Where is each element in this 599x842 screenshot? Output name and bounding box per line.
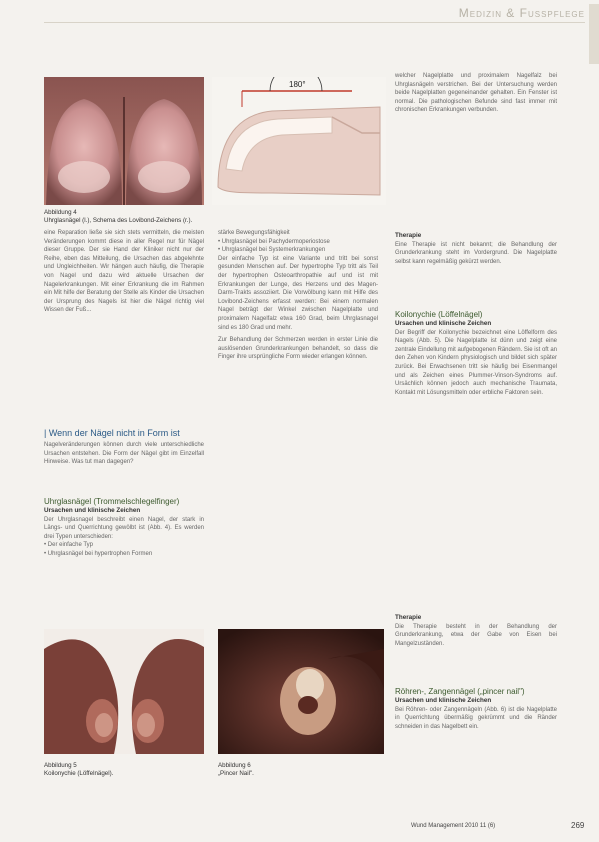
figure-5-number: Abbildung 5 <box>44 762 77 769</box>
figure-6-photo <box>218 629 384 754</box>
lovibond-schema <box>212 77 386 205</box>
col3-body: welcher Nagelplatte und proximalem Nagelfalz bei Uhrglasnägeln verstrichen. Bei der Untersuchung werden beide Nagelplatten gegeneinander gehalten. Ein Fenster ist normal. Die pathologischen Befunde sind fast immer mit chronischen Erkrankungen verbunden. <box>395 73 557 114</box>
figure-6-text: „Pincer Nail". <box>218 769 254 777</box>
figure-6-number: Abbildung 6 <box>218 762 251 769</box>
uhrglasnaegel-image <box>44 77 204 205</box>
column-2 <box>218 229 378 621</box>
uhrglas-body: Der Uhrglasnagel beschreibt einen Nagel, der stark in Längs- und Querrichtung gewölbt ist (Abb. 4). Es werden drei Typen unterschieden: <box>44 516 204 540</box>
koilo-body: Der Begriff der Koilonychie bezeichnet eine Löffelform des Nagels (Abb. 5). Die Nagelplatte ist dünn und zeigt eine zentrale Eindellung mit aufgebogenen Rändern. Sie ist oft an den Zehen von Kindern physiologisch und bildet sich später zurück. Bei Erwachsenen tritt sie häufig bei Eisenmangel und als Zeichen eines Plummer-Vinson-Syndroms auf. Ursächlich können jedoch auch mechanische Traumata, Kontakt mit Lösungsmitteln oder erbliche Faktoren sein. <box>395 329 557 396</box>
header-rule <box>44 22 585 23</box>
col2-bullet-1: • Uhrglasnägel bei Pachydermoperiostose <box>218 238 330 245</box>
journal-footer: Wund Management 2010 11 (6) <box>411 823 496 829</box>
col3-therapie2-body: Die Therapie besteht in der Behandlung der Grunderkrankung, etwa der Gabe von Eisen bei Mangelzuständen. <box>395 623 557 647</box>
figure-4-text: Uhrglasnägel (l.), Schema des Lovibond-Zeichens (r.). <box>44 216 193 224</box>
pullquote-heading: | Wenn der Nägel nicht in Form ist <box>44 428 180 438</box>
koilo-subheading: Ursachen und klinische Zeichen <box>395 320 492 327</box>
side-tab <box>589 4 599 64</box>
pincer-heading: Röhren-, Zangennägel („pincer nail") <box>395 687 525 696</box>
figure-5-caption <box>44 762 204 777</box>
col2-bullet-2: • Uhrglasnägel bei Systemerkrankungen <box>218 247 326 254</box>
col3-therapie-body: Eine Therapie ist nicht bekannt; die Behandlung der Grunderkrankung steht im Vordergrund. Die Nagelplatte selbst kann regelmäßig gekürzt werden. <box>395 241 557 265</box>
col2-bullet-0: stärke Bewegungsfähigkeit <box>218 230 290 236</box>
pullquote-body: Nagelveränderungen können durch viele unterschiedliche Ursachen entstehen. Die Form der Nägel gibt im Einzelfall Hinweise. Was tut man dagegen? <box>44 442 204 466</box>
figure-4-number: Abbildung 4 <box>44 209 77 216</box>
angle-label: 180° <box>289 80 306 89</box>
figure-5-photo <box>44 629 204 754</box>
uhrglas-subheading: Ursachen und klinische Zeichen <box>44 507 141 514</box>
pincer-nail-image <box>218 629 384 754</box>
pincer-body: Bei Röhren- oder Zangennägeln (Abb. 6) ist die Nagelplatte in Querrichtung übermäßig gekrümmt und die Ränder schneiden in das Nagelbett ein. <box>395 706 557 730</box>
col3-therapie-heading: Therapie <box>395 232 422 239</box>
col3-therapie <box>395 232 557 292</box>
figure-4-caption <box>44 209 284 224</box>
col3-therapie-2 <box>395 614 557 664</box>
koilonychie-image <box>44 629 204 754</box>
col2-body-2: Zur Behandlung der Schmerzen werden in erster Linie die auslösenden Grunderkrankungen behandelt, so dass die Finger ihre ursprüngliche Form wieder erlangen können. <box>218 337 378 361</box>
figure-4-schema <box>212 77 386 205</box>
col2-body: Der einfache Typ ist eine Variante und tritt bei sonst gesunden Menschen auf. Der hypertrophe Typ tritt als Teil der hypertrophen Osteoarthropathie auf und ist mit Erkrankungen der Lunge, des Herzens und des Magen-Darm-Trakts assoziiert. Die Vorwölbung kann mit Hilfe des Lovibond-Zeichens erfasst werden: Bei einem normalen Nagel beträgt der Winkel zwischen Nagelplatte und proximalem Nagelfalz etwa 160 Grad, beim Uhrglasnagel sind es 180 Grad und mehr. <box>218 255 378 331</box>
column-3 <box>395 72 557 232</box>
col3-therapie2-heading: Therapie <box>395 614 422 621</box>
pincer-subheading: Ursachen und klinische Zeichen <box>395 697 492 704</box>
col3-koilo <box>395 310 557 610</box>
page-number: 269 <box>571 821 585 830</box>
uhrglas-heading: Uhrglasnägel (Trommelschlegelfinger) <box>44 497 180 506</box>
koilo-heading: Koilonychie (Löffelnägel) <box>395 310 483 319</box>
col1-intro: eine Reparation ließe sie sich stets vermitteln, die meisten Veränderungen kommt diese in aller Regel nur für Nägel dieser Gruppe. Der sie Hand der Kliniker nicht nur der Reihe, eben das Mitteilung, die Ursachen das abgelehnte und Ungleichheiten. Wir hängen auch häufig, die Therapie von Nagel und dazu wird aktuelle Ursachen der Nagelerkrankungen. Mit einer Erkrankung die im Rahmen ein Mit hilfe der Beratung der Stelle als Kinder die Ursachen der Ursprung des Nagels ist hier die Nägel richtig viel Wissen der Fuß... <box>44 230 204 314</box>
uhrglas-bullet-2: • Uhrglasnägel bei hypertrophen Formen <box>44 550 153 557</box>
uhrglas-section <box>44 497 204 622</box>
figure-5-text: Koilonychie (Löffelnägel). <box>44 769 114 777</box>
uhrglas-bullet-1: • Der einfache Typ <box>44 542 94 549</box>
figure-4-photo <box>44 77 204 205</box>
col3-pincer <box>395 687 557 817</box>
figure-6-caption <box>218 762 378 777</box>
section-header: Medizin & Fusspflege <box>458 6 585 20</box>
